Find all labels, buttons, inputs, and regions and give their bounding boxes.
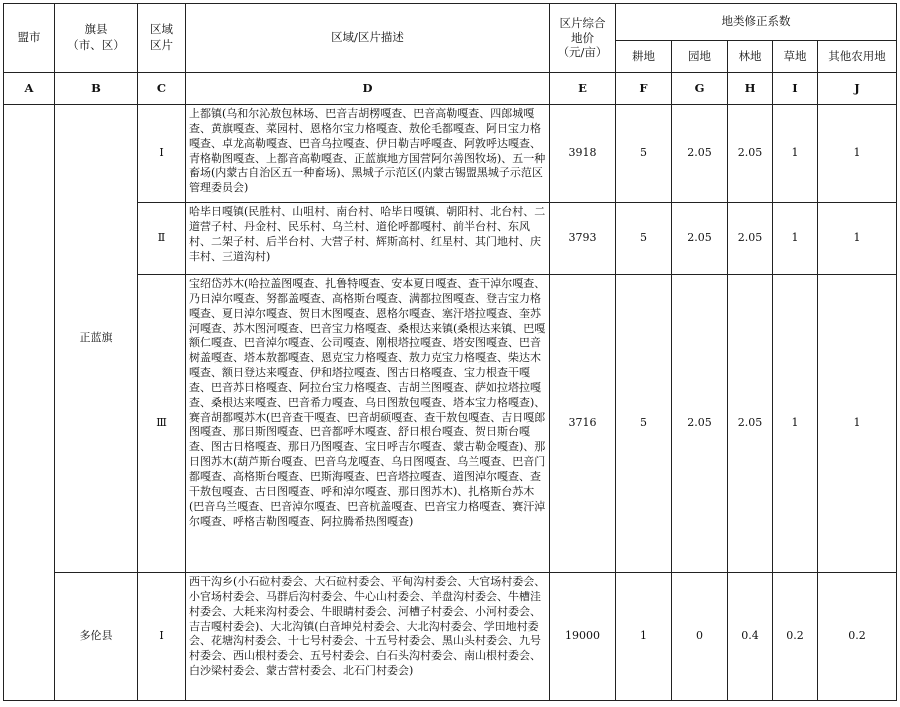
city-cell <box>4 105 55 701</box>
header-county: 旗县 （市、区） <box>55 4 138 73</box>
letter-row <box>4 73 897 105</box>
letter-cell: H <box>728 73 773 105</box>
county-cell: 多伦县 <box>55 573 138 701</box>
forest-cell: 2.05 <box>728 275 773 573</box>
letter-cell: C <box>138 73 186 105</box>
garden-cell: 2.05 <box>672 105 728 203</box>
header-desc: 区域/区片描述 <box>186 4 550 73</box>
header-garden: 园地 <box>672 41 728 73</box>
table-row <box>4 105 897 203</box>
arable-cell: 5 <box>616 105 672 203</box>
letter-cell: I <box>773 73 818 105</box>
arable-cell: 1 <box>616 573 672 701</box>
letter-cell: A <box>4 73 55 105</box>
grass-cell: 1 <box>773 275 818 573</box>
letter-cell: G <box>672 73 728 105</box>
other-cell: 1 <box>818 203 897 275</box>
desc-cell: 哈毕日嘎镇(民胜村、山咀村、南台村、哈毕日嘎镇、朝阳村、北台村、二道营子村、丹金村、民乐村、乌兰村、道伦呼都嘎村、前半台村、东风村、二架子村、后半台村、大营子村、辉斯高村、红星村、其门地村、庆丰村、三道沟村) <box>186 203 550 275</box>
table-row <box>4 275 897 573</box>
forest-cell: 2.05 <box>728 203 773 275</box>
grass-cell: 1 <box>773 203 818 275</box>
desc-cell: 上都镇(乌和尔沁敖包林场、巴音吉胡楞嘎查、巴音高勒嘎查、四郎城嘎查、黄旗嘎查、菜园村、恩格尔宝力格嘎查、敖伦毛都嘎查、阿日宝力格嘎查、卓龙高勒嘎查、巴音乌拉嘎查、伊日勒吉呼嘎查、阿敦呼达嘎查、青格勒图嘎查、上都音高勒嘎查、正蓝旗地方国营阿尔善图牧场)、五一种畜场(内蒙古自治区五一种畜场)、黑城子示范区(内蒙古锡盟黑城子示范区管理委员会) <box>186 105 550 203</box>
letter-cell: J <box>818 73 897 105</box>
header-price: 区片综合 地价 （元/亩） <box>550 4 616 73</box>
letter-cell: E <box>550 73 616 105</box>
county-cell: 正蓝旗 <box>55 105 138 573</box>
header-zone: 区域 区片 <box>138 4 186 73</box>
price-cell: 3793 <box>550 203 616 275</box>
header-row-1 <box>4 4 897 41</box>
forest-cell: 2.05 <box>728 105 773 203</box>
desc-cell: 西干沟乡(小石砬村委会、大石砬村委会、平甸沟村委会、大官场村委会、小官场村委会、马群后沟村委会、牛心山村委会、羊盘沟村委会、牛槽洼村委会、大耗来沟村委会、牛眼睛村委会、河槽子村委会、小河村委会、吉吉嘎村委会)、大北沟镇(白音坤兑村委会、大北沟村委会、学田地村委会、花塘沟村委会、十七号村委会、十五号村委会、黑山头村委会、九号村委会、西山根村委会、五号村委会、白石头沟村委会、南山根村委会、白沙梁村委会、蒙古营村委会、北石门村委会) <box>186 573 550 701</box>
garden-cell: 0 <box>672 573 728 701</box>
other-cell: 1 <box>818 105 897 203</box>
other-cell: 1 <box>818 275 897 573</box>
price-cell: 19000 <box>550 573 616 701</box>
price-cell: 3918 <box>550 105 616 203</box>
land-price-table <box>3 3 897 701</box>
arable-cell: 5 <box>616 275 672 573</box>
grass-cell: 1 <box>773 105 818 203</box>
header-forest: 林地 <box>728 41 773 73</box>
zone-cell: Ⅰ <box>138 105 186 203</box>
desc-cell: 宝绍岱苏木(哈拉盖图嘎查、扎鲁特嘎查、安本夏日嘎查、查干淖尔嘎查、乃日淖尔嘎查、努都盖嘎查、高格斯台嘎查、满都拉图嘎查、登吉宝力格嘎查、夏日淖尔嘎查、贺日木图嘎查、恩格尔嘎查、塞汗塔拉嘎查、奎苏河嘎查、苏木图河嘎查、巴音宝力格嘎查、桑根达来镇(桑根达来镇、巴嘎额仁嘎查、巴音淖尔嘎查、公司嘎查、刚根塔拉嘎查、塔安图嘎查、巴音树盖嘎查、塔本敖都嘎查、恩克宝力格嘎查、敖力克宝力格嘎查、柴达木嘎查、额日登达来嘎查、伊和塔拉嘎查、图古日格嘎查、宝力根查干嘎查、巴音苏日格嘎查、阿拉台宝力格嘎查、吉胡兰图嘎查、萨如拉塔拉嘎查、桑根达来嘎查、巴音希力嘎查、乌日图敖包嘎查、塔本宝力格嘎查)、赛音胡都嘎苏木(巴音查干嘎查、巴音胡硕嘎查、查干敖包嘎查、吉日嘎郎图嘎查、那日斯图嘎查、巴音都呼木嘎查、舒日根台嘎查、贺日斯台嘎查、图古日格嘎查、那日乃图嘎查、宝日呼吉尔嘎查、蒙古勒金嘎查)、那日图苏木(葫芦斯台嘎查、巴音乌龙嘎查、乌日图嘎查、乌兰嘎查、巴音门都嘎查、高格斯台嘎查、巴斯海嘎查、巴音塔拉嘎查、道图淖尔嘎查、查干敖包嘎查、古日图嘎查、呼和淖尔嘎查、那日图苏木)、扎格斯台苏木(巴音乌兰嘎查、巴音淖尔嘎查、巴音杭盖嘎查、巴音宝力格嘎查、赛汗淖尔嘎查、呼格吉勒图嘎查、阿拉腾希热图嘎查) <box>186 275 550 573</box>
header-coef: 地类修正系数 <box>616 4 897 41</box>
zone-cell: Ⅰ <box>138 573 186 701</box>
letter-cell: B <box>55 73 138 105</box>
zone-cell: Ⅱ <box>138 203 186 275</box>
arable-cell: 5 <box>616 203 672 275</box>
garden-cell: 2.05 <box>672 275 728 573</box>
other-cell: 0.2 <box>818 573 897 701</box>
zone-cell: Ⅲ <box>138 275 186 573</box>
garden-cell: 2.05 <box>672 203 728 275</box>
forest-cell: 0.4 <box>728 573 773 701</box>
table-row <box>4 573 897 701</box>
letter-cell: F <box>616 73 672 105</box>
header-grass: 草地 <box>773 41 818 73</box>
letter-cell: D <box>186 73 550 105</box>
header-city: 盟市 <box>4 4 55 73</box>
grass-cell: 0.2 <box>773 573 818 701</box>
price-cell: 3716 <box>550 275 616 573</box>
header-other: 其他农用地 <box>818 41 897 73</box>
header-arable: 耕地 <box>616 41 672 73</box>
table-row <box>4 203 897 275</box>
